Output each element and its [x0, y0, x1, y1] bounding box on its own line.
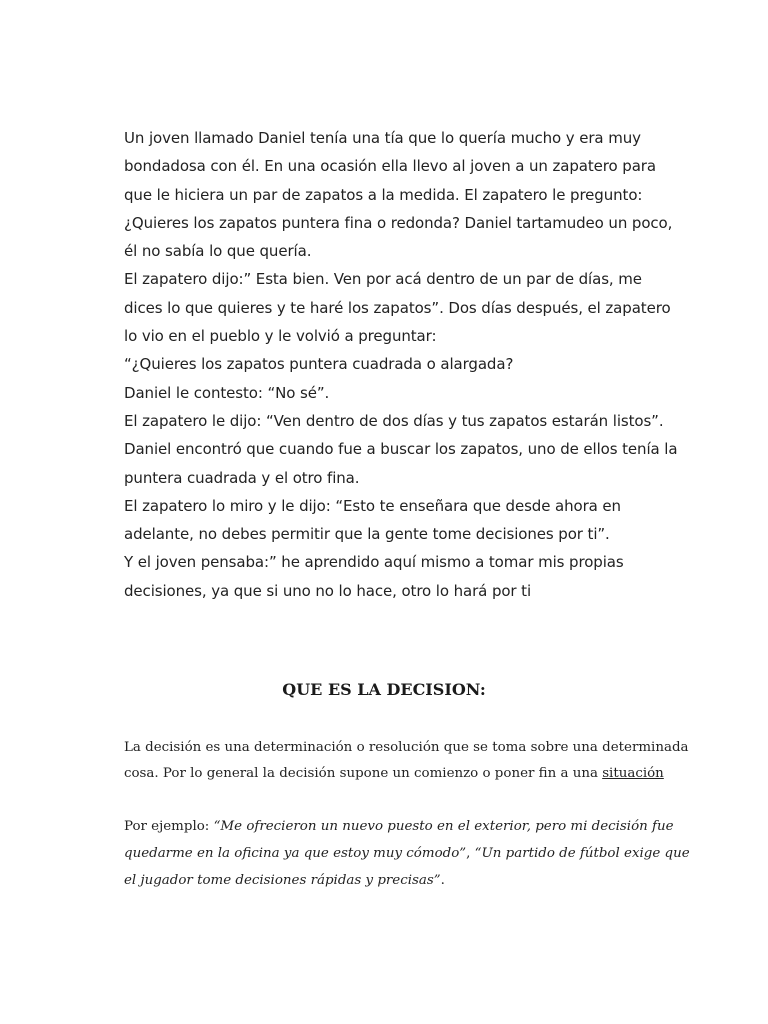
story-line: Daniel le contesto: “No sé”. — [124, 383, 330, 402]
section-heading: QUE ES LA DECISION: — [282, 680, 486, 699]
story-line: él no sabía lo que quería. — [124, 242, 312, 261]
story-line: Un joven llamado Daniel tenía una tía que lo quería mucho y era muy — [124, 129, 641, 147]
story-line: lo vio en el pueblo y le volvió a preguntar: — [124, 327, 437, 346]
example-quote-2: “Un partido de fútbol exige que — [474, 846, 690, 861]
example-separator: , — [466, 846, 475, 861]
example-prefix: Por ejemplo: — [124, 819, 214, 834]
example-period: . — [440, 873, 445, 888]
story-line: Y el joven pensaba:” he aprendido aquí mismo a tomar mis propias — [124, 553, 624, 572]
example-line — [124, 813, 724, 840]
example-line — [124, 840, 724, 867]
story-line: ¿Quieres los zapatos puntera fina o redonda? Daniel tartamudeo un poco, — [124, 213, 673, 232]
story-line: que le hiciera un par de zapatos a la medida. El zapatero le pregunto: — [124, 185, 643, 204]
story-line: bondadosa con él. En una ocasión ella llevo al joven a un zapatero para — [124, 157, 656, 176]
example-quote-1: “Me ofrecieron un nuevo puesto en el exterior, pero mi decisión fue — [213, 819, 674, 834]
story-line: “¿Quieres los zapatos puntera cuadrada o alargada? — [124, 355, 514, 374]
story-line: decisiones, ya que si uno no lo hace, otro lo hará por ti — [124, 581, 532, 600]
example-paragraph — [124, 813, 724, 894]
story-line: adelante, no debes permitir que la gente tome decisiones por ti”. — [124, 525, 610, 544]
story-line: El zapatero le dijo: “Ven dentro de dos días y tus zapatos estarán listos”. — [124, 411, 664, 430]
story-line: El zapatero lo miro y le dijo: “Esto te enseñara que desde ahora en — [124, 496, 621, 515]
story-line: dices lo que quieres y te haré los zapatos”. Dos días después, el zapatero — [124, 298, 671, 317]
example-quote-2-end: el jugador tome decisiones rápidas y precisas” — [124, 873, 441, 888]
definition-paragraph — [124, 735, 724, 787]
definition-line: La decisión es una determinación o resolución que se toma sobre una determinada — [124, 740, 689, 755]
definition-line — [124, 761, 724, 787]
example-line — [124, 867, 724, 894]
definition-text: cosa. Por lo general la decisión supone un comienzo o poner fin a una — [124, 766, 603, 781]
story-paragraph — [124, 124, 704, 605]
example-quote-1-end: quedarme en la oficina ya que estoy muy cómodo” — [124, 846, 467, 861]
story-line: El zapatero dijo:” Esta bien. Ven por acá dentro de un par de días, me — [124, 270, 642, 289]
story-line: Daniel encontró que cuando fue a buscar los zapatos, uno de ellos tenía la — [124, 440, 678, 459]
situacion-link[interactable]: situación — [602, 766, 664, 781]
story-line: puntera cuadrada y el otro fina. — [124, 468, 360, 487]
